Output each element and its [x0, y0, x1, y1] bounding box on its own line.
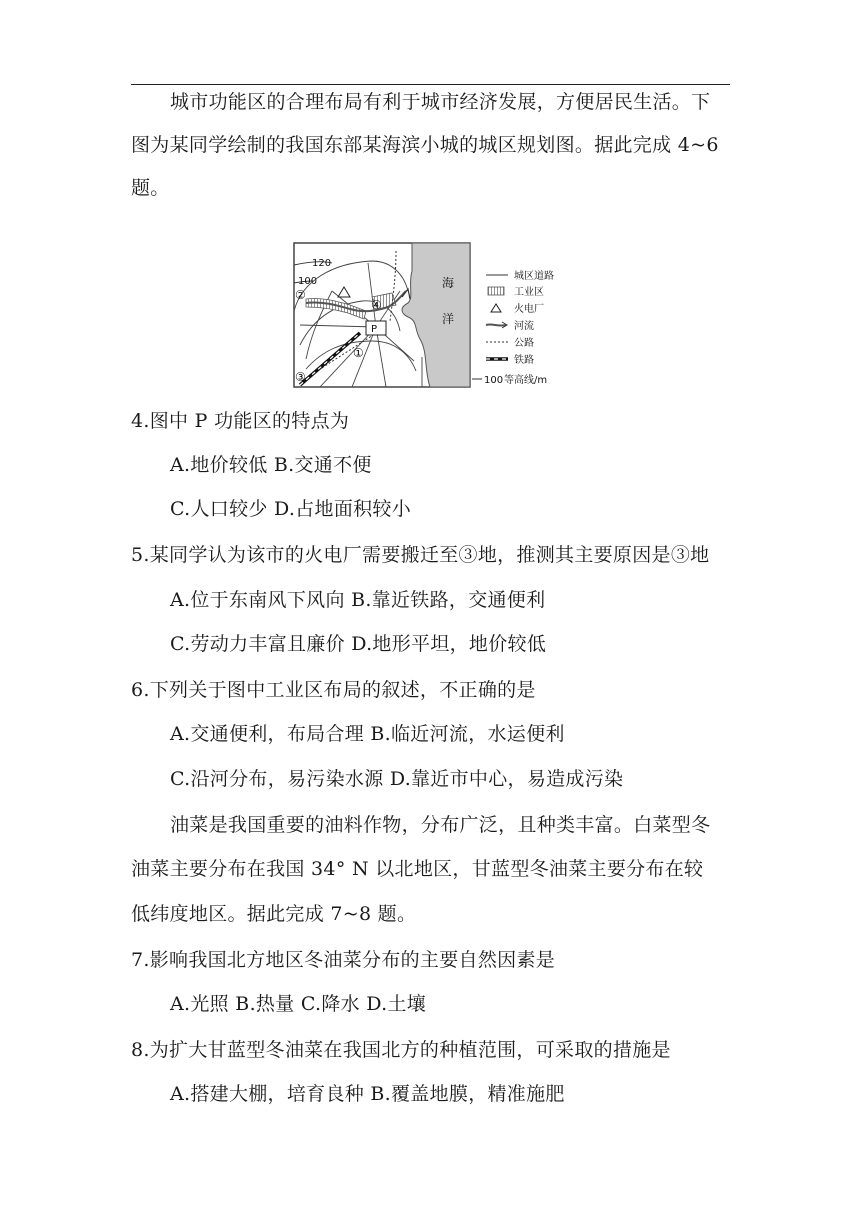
legend-power-plant-icon	[491, 304, 501, 312]
q4-options-ab: A.地价较低 B.交通不便	[170, 454, 372, 476]
passage1-line2: 图为某同学绘制的我国东部某海滨小城的城区规划图。据此完成 4~6	[131, 134, 719, 156]
site-4-label: ④	[371, 298, 382, 312]
contour-120-label: 120	[312, 258, 332, 269]
passage1-line1: 城市功能区的合理布局有利于城市经济发展，方便居民生活。下	[170, 91, 711, 113]
passage1-line3: 题。	[131, 177, 170, 199]
q8-options-ab: A.搭建大棚，培育良种 B.覆盖地膜，精准施肥	[170, 1083, 565, 1105]
contour-100-label: 100	[298, 276, 318, 287]
zone-p-label: P	[371, 324, 378, 335]
site-2-label: ②	[295, 288, 306, 302]
q4-stem: 4.图中 P 功能区的特点为	[131, 410, 350, 432]
q8-stem: 8.为扩大甘蓝型冬油菜在我国北方的种植范围，可采取的措施是	[131, 1039, 671, 1061]
legend-contour-label: 等高线/m	[504, 375, 548, 386]
city-planning-map	[292, 241, 584, 391]
q4-options-cd: C.人口较少 D.占地面积较小	[170, 498, 412, 520]
q5-options-ab: A.位于东南风下风向 B.靠近铁路，交通便利	[170, 589, 546, 611]
q7-stem: 7.影响我国北方地区冬油菜分布的主要自然因素是	[131, 949, 556, 971]
legend-contour-value: 100	[484, 375, 504, 386]
q5-stem: 5.某同学认为该市的火电厂需要搬迁至③地，推测其主要原因是③地	[131, 544, 710, 566]
passage2-line2: 油菜主要分布在我国 34° N 以北地区，甘蓝型冬油菜主要分布在较	[131, 858, 704, 880]
q7-options: A.光照 B.热量 C.降水 D.土壤	[170, 993, 427, 1015]
q6-options-ab: A.交通便利，布局合理 B.临近河流，水运便利	[170, 723, 565, 745]
site-3-label: ③	[295, 370, 306, 384]
legend-highway-label: 公路	[514, 338, 534, 349]
q5-options-cd: C.劳动力丰富且廉价 D.地形平坦，地价较低	[170, 633, 547, 655]
sea-label-2: 洋	[442, 312, 455, 326]
sea-label-1: 海	[442, 276, 455, 290]
header-rule	[131, 84, 730, 85]
legend-industrial-label: 工业区	[514, 287, 544, 298]
site-1-label: ①	[353, 346, 364, 360]
legend-road-label: 城区道路	[514, 271, 554, 282]
passage2-line1: 油菜是我国重要的油料作物，分布广泛，且种类丰富。白菜型冬	[170, 814, 711, 836]
legend-river-label: 河流	[514, 321, 534, 332]
passage2-line3: 低纬度地区。据此完成 7~8 题。	[131, 903, 417, 925]
map-legend	[472, 269, 554, 386]
legend-railway-label: 铁路	[514, 355, 534, 366]
legend-power-plant-label: 火电厂	[514, 304, 544, 315]
q6-options-cd: C.沿河分布，易污染水源 D.靠近市中心，易造成污染	[170, 768, 624, 790]
q6-stem: 6.下列关于图中工业区布局的叙述，不正确的是	[131, 679, 536, 701]
legend-industrial-symbol	[488, 287, 504, 295]
legend-river-symbol	[486, 324, 506, 325]
